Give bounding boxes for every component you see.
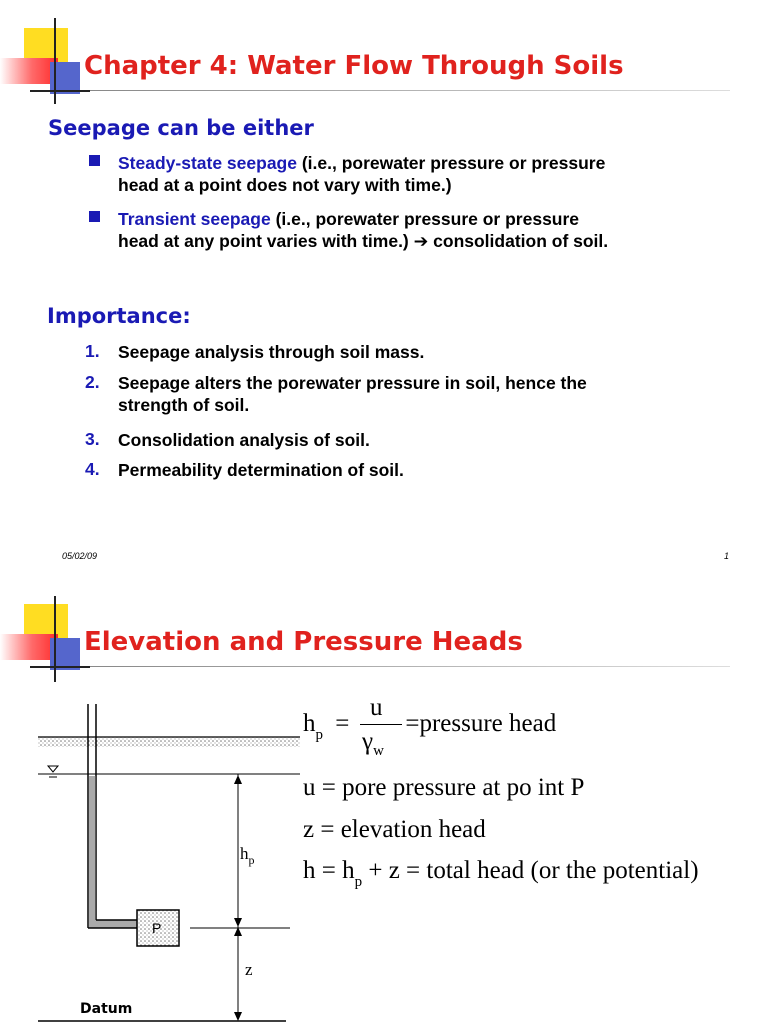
bullet-text-line2: head at any point varies with time.) ➔ consolidation of soil. (118, 231, 609, 251)
deco-horizontal-line (30, 90, 90, 92)
bullet-text-line2: head at a point does not vary with time.) (118, 175, 452, 195)
eq1-lhs: h (303, 710, 316, 737)
deco-vertical-line (54, 596, 56, 682)
seepage-diagram (0, 696, 300, 1024)
slide-title: Elevation and Pressure Heads (84, 627, 523, 657)
title-underline (90, 90, 730, 91)
eq1-den-gamma: γ (362, 728, 374, 755)
equation-pressure-head: $h_p$ = =pressure head (303, 710, 557, 743)
bullet-square-icon (89, 155, 100, 166)
bullet-transient (118, 208, 758, 252)
fraction-bar (360, 724, 402, 725)
seepage-heading: Seepage can be either (48, 116, 314, 140)
label-hp-sub: p (248, 853, 255, 867)
label-z: z (245, 960, 253, 979)
importance-item-2-line1: Seepage alters the porewater pressure in soil, hence the (118, 373, 587, 393)
bullet-text: (i.e., porewater pressure or pressure (296, 153, 606, 173)
importance-item-3: Consolidation analysis of soil. (118, 430, 370, 450)
eq4-part-b: + z = total head (or the potential) (362, 857, 699, 884)
bullet-text: (i.e., porewater pressure or pressure (270, 209, 580, 229)
eq1-rhs: pressure head (419, 710, 557, 737)
deco-horizontal-line (30, 666, 90, 668)
list-number: 1. (85, 341, 100, 361)
bullet-term: Transient seepage (118, 209, 271, 229)
eq1-numerator: u (370, 694, 383, 721)
eq1-denominator (362, 728, 384, 759)
label-datum: Datum (80, 1001, 133, 1017)
slide-title: Chapter 4: Water Flow Through Soils (84, 51, 624, 81)
bullet-square-icon (89, 211, 100, 222)
arrow-icon (234, 918, 242, 927)
importance-item-2 (118, 372, 758, 416)
equation-total-head (303, 857, 699, 890)
list-number: 3. (85, 429, 100, 449)
list-number: 4. (85, 459, 100, 479)
label-point-p: P (152, 920, 162, 936)
standpipe-water (89, 776, 96, 928)
importance-item-4: Permeability determination of soil. (118, 460, 404, 480)
list-number: 2. (85, 372, 100, 392)
equation-pore-pressure: u = pore pressure at po int P (303, 774, 585, 801)
importance-item-1: Seepage analysis through soil mass. (118, 342, 425, 362)
eq1-den-sub: w (373, 743, 384, 759)
eq1-lhs-sub: p (315, 727, 323, 743)
eq4-part-a: h = h (303, 857, 355, 884)
slide-2 (0, 576, 768, 1024)
arrow-icon (234, 775, 242, 784)
label-hp-main: h (240, 844, 249, 863)
water-table-icon (46, 766, 60, 777)
ground-layer (38, 737, 300, 747)
arrow-icon (234, 1012, 242, 1021)
footer-page-number: 1 (724, 551, 730, 561)
importance-item-2-line2: strength of soil. (118, 395, 250, 415)
footer-date: 05/02/09 (62, 551, 98, 561)
title-underline (90, 666, 730, 667)
equation-elevation-head: z = elevation head (303, 816, 486, 843)
label-hp (240, 844, 255, 867)
importance-heading: Importance: (47, 304, 191, 328)
eq4-sub: p (354, 874, 363, 890)
bullet-steady-state (118, 152, 758, 196)
bullet-term: Steady-state seepage (118, 153, 297, 173)
